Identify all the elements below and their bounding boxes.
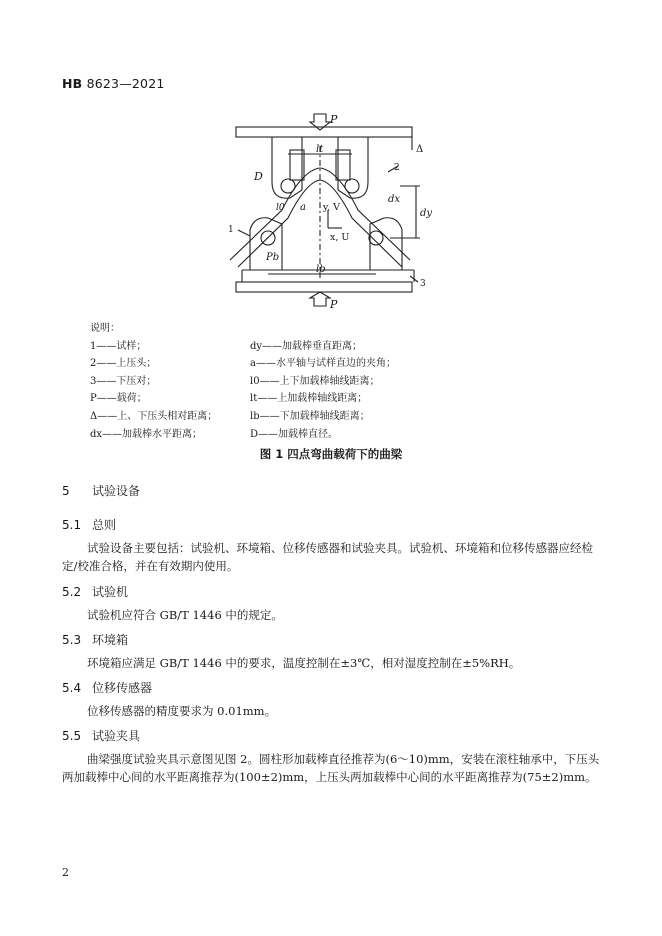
legend-right-column [250, 338, 396, 444]
label-2: 2 [394, 163, 400, 173]
four-point-bending-figure [220, 110, 440, 315]
legend-item: 1——试样； [90, 340, 147, 352]
legend-item: l0——上下加载棒轴线距离； [250, 375, 380, 387]
label-yV: y, V [323, 202, 341, 213]
section-number: 5.1 [62, 518, 82, 532]
legend-item: dx——加载棒水平距离； [90, 428, 203, 440]
legend-item: P——载荷； [90, 393, 147, 405]
upper-head-right [338, 137, 368, 198]
legend-item: D——加载棒直径。 [250, 428, 339, 440]
section-title: 试验设备 [92, 484, 141, 498]
upper-rod-right [345, 179, 359, 193]
section-number: 5.2 [62, 585, 82, 599]
section-5-4-text: 位移传感器的精度要求为 0.01mm。 [87, 704, 277, 718]
label-P-bottom: P [330, 298, 338, 311]
lower-platen [236, 282, 412, 292]
section-5-4-heading [62, 679, 152, 696]
document-header [62, 76, 165, 91]
section-5-heading [62, 482, 140, 499]
legend-intro: 说明： [90, 323, 120, 334]
label-lt: lt [316, 144, 324, 155]
section-title: 试验机 [92, 585, 129, 599]
label-a: a [300, 202, 306, 213]
legend-left-column [90, 338, 217, 444]
legend-item: dy——加载棒垂直距离； [250, 340, 363, 352]
legend-item: Δ——上、下压头相对距离； [90, 410, 218, 422]
top-load-arrow [310, 114, 330, 130]
section-title: 环境箱 [92, 633, 129, 647]
section-5-1-heading [62, 516, 116, 533]
standard-number: 8623—2021 [86, 76, 165, 91]
page-number: 2 [62, 866, 69, 879]
label-D: D [254, 170, 263, 183]
section-5-1-text: 试验设备主要包括：试验机、环境箱、位移传感器和试验夹具。试验机、环境箱和位移传感器应经检定/校准合格，并在有效期内使用。 [62, 541, 593, 573]
label-lb: lb [316, 264, 326, 275]
bottom-load-arrow [310, 292, 330, 306]
legend-item: lt——上加载棒轴线距离； [250, 393, 368, 405]
upper-rod-left [281, 179, 295, 193]
leader-1 [238, 230, 250, 236]
label-dy: dy [420, 208, 433, 219]
legend-item: 2——上压头； [90, 358, 157, 370]
legend-item: lb——下加载棒轴线距离； [250, 410, 370, 422]
section-number: 5.5 [62, 729, 82, 743]
label-P-top: P [330, 113, 338, 126]
upper-head-left [272, 137, 302, 198]
section-5-5-heading [62, 727, 140, 744]
section-number: 5.4 [62, 681, 82, 695]
legend-item: a——水平轴与试样直边的夹角； [250, 358, 396, 370]
section-5-2-text: 试验机应符合 GB/T 1446 中的规定。 [87, 608, 283, 622]
label-1: 1 [228, 225, 234, 235]
section-title: 位移传感器 [92, 681, 153, 695]
label-dx: dx [388, 194, 401, 205]
label-xU: x, U [330, 232, 350, 243]
section-5-2-heading [62, 583, 128, 600]
section-title: 总则 [92, 518, 117, 532]
label-l0: l0 [276, 203, 285, 213]
section-title: 试验夹具 [92, 729, 141, 743]
section-number: 5.3 [62, 633, 82, 647]
label-Pb: Pb [266, 252, 280, 263]
figure-caption: 图 1 四点弯曲载荷下的曲梁 [259, 447, 403, 461]
section-5-3-heading [62, 631, 128, 648]
label-3: 3 [420, 279, 426, 289]
section-number: 5 [62, 484, 70, 498]
lower-rod-right [369, 231, 383, 245]
label-delta: Δ [416, 144, 424, 155]
section-5-5-text: 曲梁强度试验夹具示意图见图 2。圆柱形加载棒直径推荐为(6～10)mm，安装在滚柱轴承中，下压头两加载棒中心间的水平距离推荐为(100±2)mm，上压头两加载棒中心间的水平距离推荐为(75±2)mm。 [62, 752, 600, 784]
legend-item: 3——下压对； [90, 375, 157, 387]
upper-platen [236, 127, 412, 137]
standard-code: HB [62, 76, 83, 91]
section-5-3-text: 环境箱应满足 GB/T 1446 中的要求，温度控制在±3℃，相对湿度控制在±5%RH。 [87, 656, 521, 670]
